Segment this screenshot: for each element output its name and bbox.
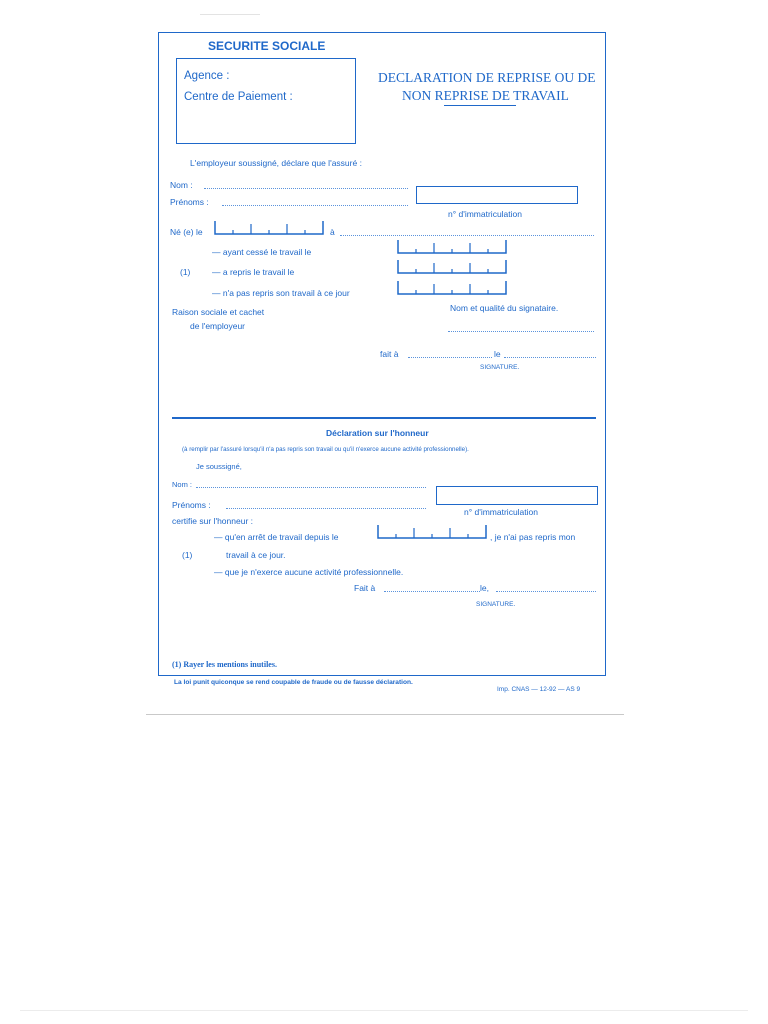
centre-paiement-label: Centre de Paiement : [184,91,293,103]
honneur-prenoms-label: Prénoms : [172,500,211,510]
signataire-label: Nom et qualité du signataire. [450,303,559,313]
honneur-prenoms-field[interactable] [226,508,426,509]
le-label: le [494,349,501,359]
cesse-date-boxes[interactable] [397,240,507,254]
note-ref-1: (1) [180,267,191,277]
legal-warning: La loi punit quiconque se rend coupable de fraude ou de fausse déclaration. [174,679,413,686]
lieu-naissance-field[interactable] [340,235,594,236]
honneur-fait-a-label: Fait à [354,583,376,593]
honneur-immatriculation-label: n° d'immatriculation [464,507,538,517]
honneur-immatriculation-box[interactable] [436,486,598,505]
repris-date-boxes[interactable] [397,260,507,274]
item-cesse-travail: — ayant cessé le travail le [212,247,312,257]
certifie-label: certifie sur l'honneur : [172,516,253,526]
item-pas-repris-travail: — n'a pas repris son travail à ce jour [212,288,350,298]
scan-edge-line [20,1010,748,1011]
document-title-line2: NON REPRISE DE TRAVAIL [402,88,569,103]
ne-le-label: Né (e) le [170,227,203,237]
signataire-field[interactable] [448,331,594,332]
title-underline [444,105,516,106]
honneur-signature-label: SIGNATURE. [476,601,516,608]
honneur-subtitle: (à remplir par l'assuré lorsqu'il n'a pas repris son travail ou qu'il n'exerce aucune activité professionnelle). [182,446,469,453]
prenoms-field[interactable] [222,205,408,206]
honneur-title: Déclaration sur l'honneur [326,428,429,438]
agence-label: Agence : [184,70,230,82]
je-soussigne-label: Je soussigné, [196,462,242,471]
birth-date-boxes[interactable] [214,221,324,235]
item-repris-travail: — a repris le travail le [212,267,295,277]
item-arret-suite: , je n'ai pas repris mon [490,532,576,542]
le-date-field[interactable] [504,357,596,358]
section-separator [172,417,596,419]
employer-signature-label: SIGNATURE. [480,364,520,371]
arret-date-boxes[interactable] [377,525,487,539]
employer-intro: L'employeur soussigné, déclare que l'assuré : [190,158,362,168]
honneur-fait-a-field[interactable] [384,591,480,592]
scan-edge-line [146,714,624,715]
honneur-le-label: le, [480,583,489,593]
honneur-note-ref-1: (1) [182,550,193,560]
printer-reference: Imp. CNAS — 12-92 — AS 9 [497,686,581,693]
item-arret-travail: — qu'en arrêt de travail depuis le [214,532,339,542]
document-title-line1: DECLARATION DE REPRISE OU DE [378,70,596,85]
scan-edge-line [200,14,260,15]
pas-repris-date-boxes[interactable] [397,281,507,295]
nom-field[interactable] [204,188,408,189]
nom-label: Nom : [170,180,193,190]
item-aucune-activite: — que je n'exerce aucune activité professionnelle. [214,567,404,577]
immatriculation-box[interactable] [416,186,578,204]
cachet-employeur-label: de l'employeur [190,321,246,331]
immatriculation-label: n° d'immatriculation [448,209,522,219]
fait-a-field[interactable] [408,357,492,358]
fait-a-label: fait à [380,349,399,359]
honneur-le-date-field[interactable] [496,591,596,592]
rayer-mentions-note: (1) Rayer les mentions inutiles. [172,660,277,669]
honneur-nom-label: Nom : [172,480,193,489]
item-arret-line2: travail à ce jour. [226,550,286,560]
honneur-nom-field[interactable] [196,487,426,488]
prenoms-label: Prénoms : [170,197,209,207]
lieu-a-label: à [330,227,335,237]
raison-sociale-label: Raison sociale et cachet [172,307,265,317]
org-title: SECURITE SOCIALE [208,39,326,53]
